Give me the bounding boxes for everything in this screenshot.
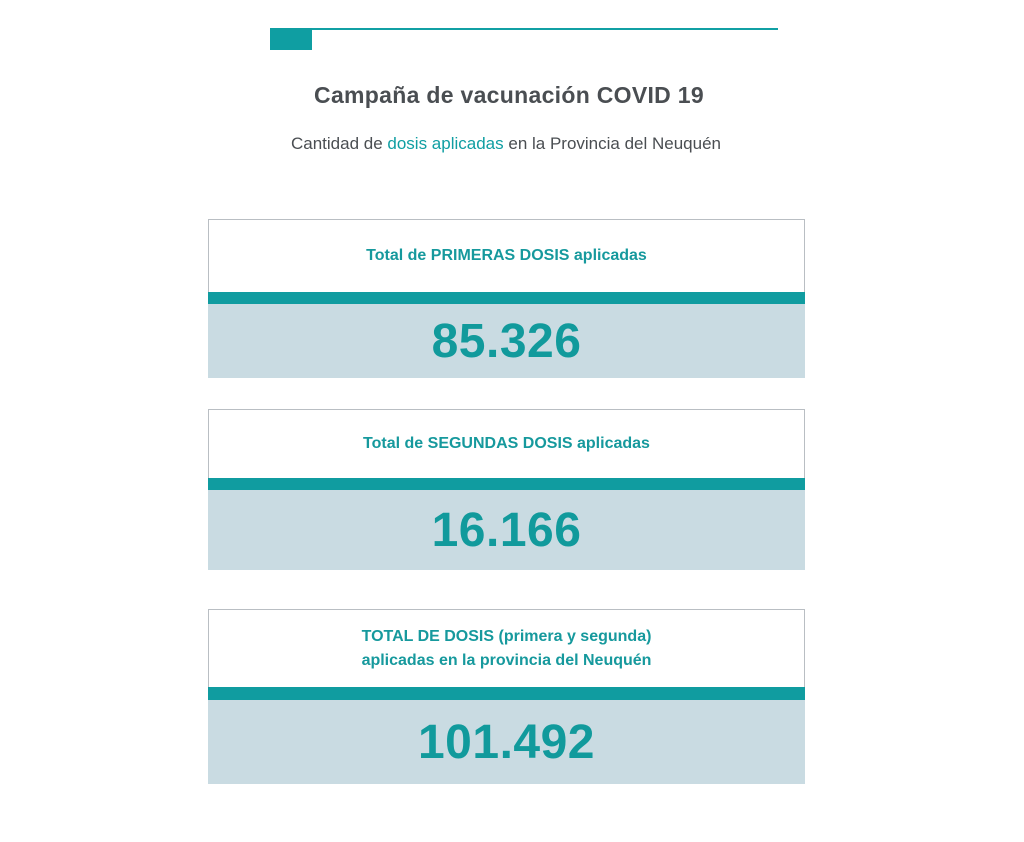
second-doses-value: 16.166 xyxy=(208,490,805,570)
second-doses-card xyxy=(208,409,805,570)
card-divider-bar xyxy=(208,292,805,304)
page-subtitle xyxy=(0,134,1012,154)
subtitle-suffix: en la Provincia del Neuquén xyxy=(503,134,722,153)
second-doses-label: Total de SEGUNDAS DOSIS aplicadas xyxy=(208,409,805,478)
card-divider-bar xyxy=(208,478,805,490)
first-doses-value: 85.326 xyxy=(208,304,805,378)
header-accent-block xyxy=(270,28,312,50)
total-doses-card xyxy=(208,609,805,784)
page-title: Campaña de vacunación COVID 19 xyxy=(314,82,704,108)
subtitle-highlight: dosis aplicadas xyxy=(387,134,504,153)
total-doses-label-line1: TOTAL DE DOSIS (primera y segunda) xyxy=(361,627,652,645)
total-doses-value: 101.492 xyxy=(208,700,805,784)
total-doses-label-line2: aplicadas en la provincia del Neuquén xyxy=(361,651,652,669)
card-divider-bar xyxy=(208,687,805,700)
subtitle-prefix: Cantidad de xyxy=(290,134,388,153)
first-doses-card xyxy=(208,219,805,378)
total-doses-label xyxy=(208,609,805,687)
header-rule xyxy=(270,28,778,30)
first-doses-label: Total de PRIMERAS DOSIS aplicadas xyxy=(208,219,805,292)
